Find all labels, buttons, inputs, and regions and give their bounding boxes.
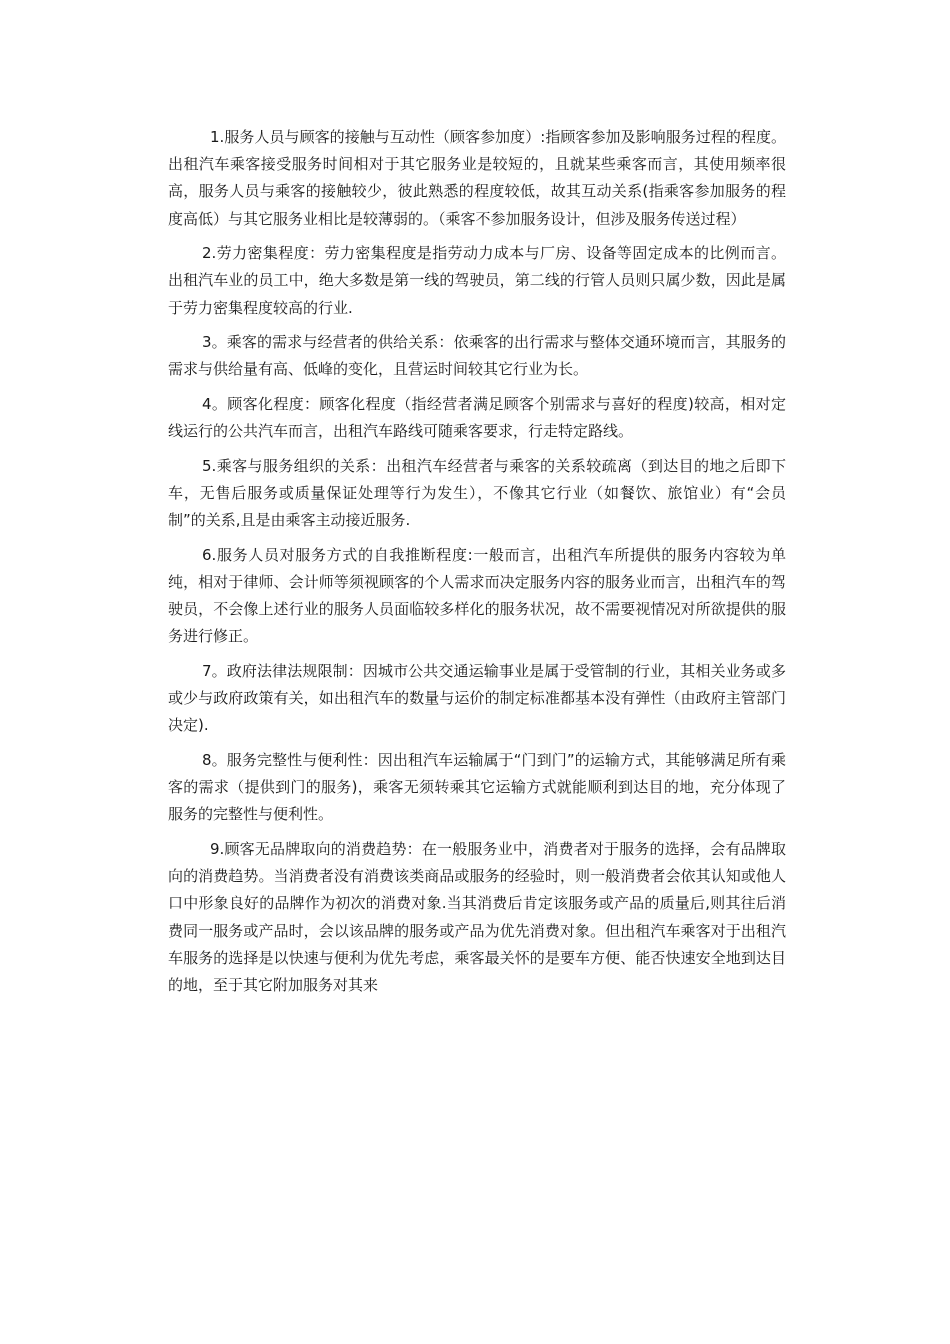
- paragraph-5: 5.乘客与服务组织的关系：出租汽车经营者与乘客的关系较疏离（到达目的地之后即下车，无售后服务或质量保证处理等行为发生），不像其它行业（如餐饮、旅馆业）有“会员制”的关系,且是由乘客主动接近服务.: [168, 456, 786, 530]
- paragraph-8: 8。服务完整性与便利性：因出租汽车运输属于“门到门”的运输方式，其能够满足所有乘客的需求（提供到门的服务)，乘客无须转乘其它运输方式就能顺利到达目的地，充分体现了服务的完整性与便利性。: [168, 751, 786, 824]
- paragraph-9: 9.顾客无品牌取向的消费趋势：在一般服务业中，消费者对于服务的选择，会有品牌取向的消费趋势。当消费者没有消费该类商品或服务的经验时，则一般消费者会依其认知或他人口中形象良好的品牌作为初次的消费对象.当其消费后肯定该服务或产品的质量后,则其往后消费同一服务或产品时，会以该品牌的服务或产品为优先消费对象。但出租汽车乘客对于出租汽车服务的选择是以快速与便利为优先考虑，乘客最关怀的是要车方便、能否快速安全地到达目的地，至于其它附加服务对其来: [168, 840, 786, 995]
- paragraph-2: 2.劳力密集程度：劳力密集程度是指劳动力成本与厂房、设备等固定成本的比例而言。出租汽车业的员工中，绝大多数是第一线的驾驶员，第二线的行管人员则只属少数，因此是属于劳力密集程度较高的行业.: [168, 244, 786, 317]
- paragraph-1: 1.服务人员与顾客的接触与互动性（顾客参加度）:指顾客参加及影响服务过程的程度。出租汽车乘客接受服务时间相对于其它服务业是较短的，且就某些乘客而言，其使用频率很高，服务人员与乘客的接触较少，彼此熟悉的程度较低，故其互动关系(指乘客参加服务的程度高低）与其它服务业相比是较薄弱的。（乘客不参加服务设计，但涉及服务传送过程）: [168, 128, 786, 228]
- paragraph-4: 4。顾客化程度：顾客化程度（指经营者满足顾客个别需求与喜好的程度)较高，相对定线运行的公共汽车而言，出租汽车路线可随乘客要求，行走特定路线。: [168, 395, 786, 441]
- document-body: [168, 124, 786, 1007]
- paragraph-7: 7。政府法律法规限制：因城市公共交通运输事业是属于受管制的行业，其相关业务或多或少与政府政策有关，如出租汽车的数量与运价的制定标准都基本没有弹性（由政府主管部门决定).: [168, 662, 786, 735]
- paragraph-6: 6.服务人员对服务方式的自我推断程度:一般而言，出租汽车所提供的服务内容较为单纯，相对于律师、会计师等须视顾客的个人需求而决定服务内容的服务业而言，出租汽车的驾驶员，不会像上述行业的服务人员面临较多样化的服务状况，故不需要视情况对所欲提供的服务进行修正。: [168, 545, 786, 646]
- paragraph-3: 3。乘客的需求与经营者的供给关系：依乘客的出行需求与整体交通环境而言，其服务的需求与供给量有高、低峰的变化，且营运时间较其它行业为长。: [168, 333, 786, 379]
